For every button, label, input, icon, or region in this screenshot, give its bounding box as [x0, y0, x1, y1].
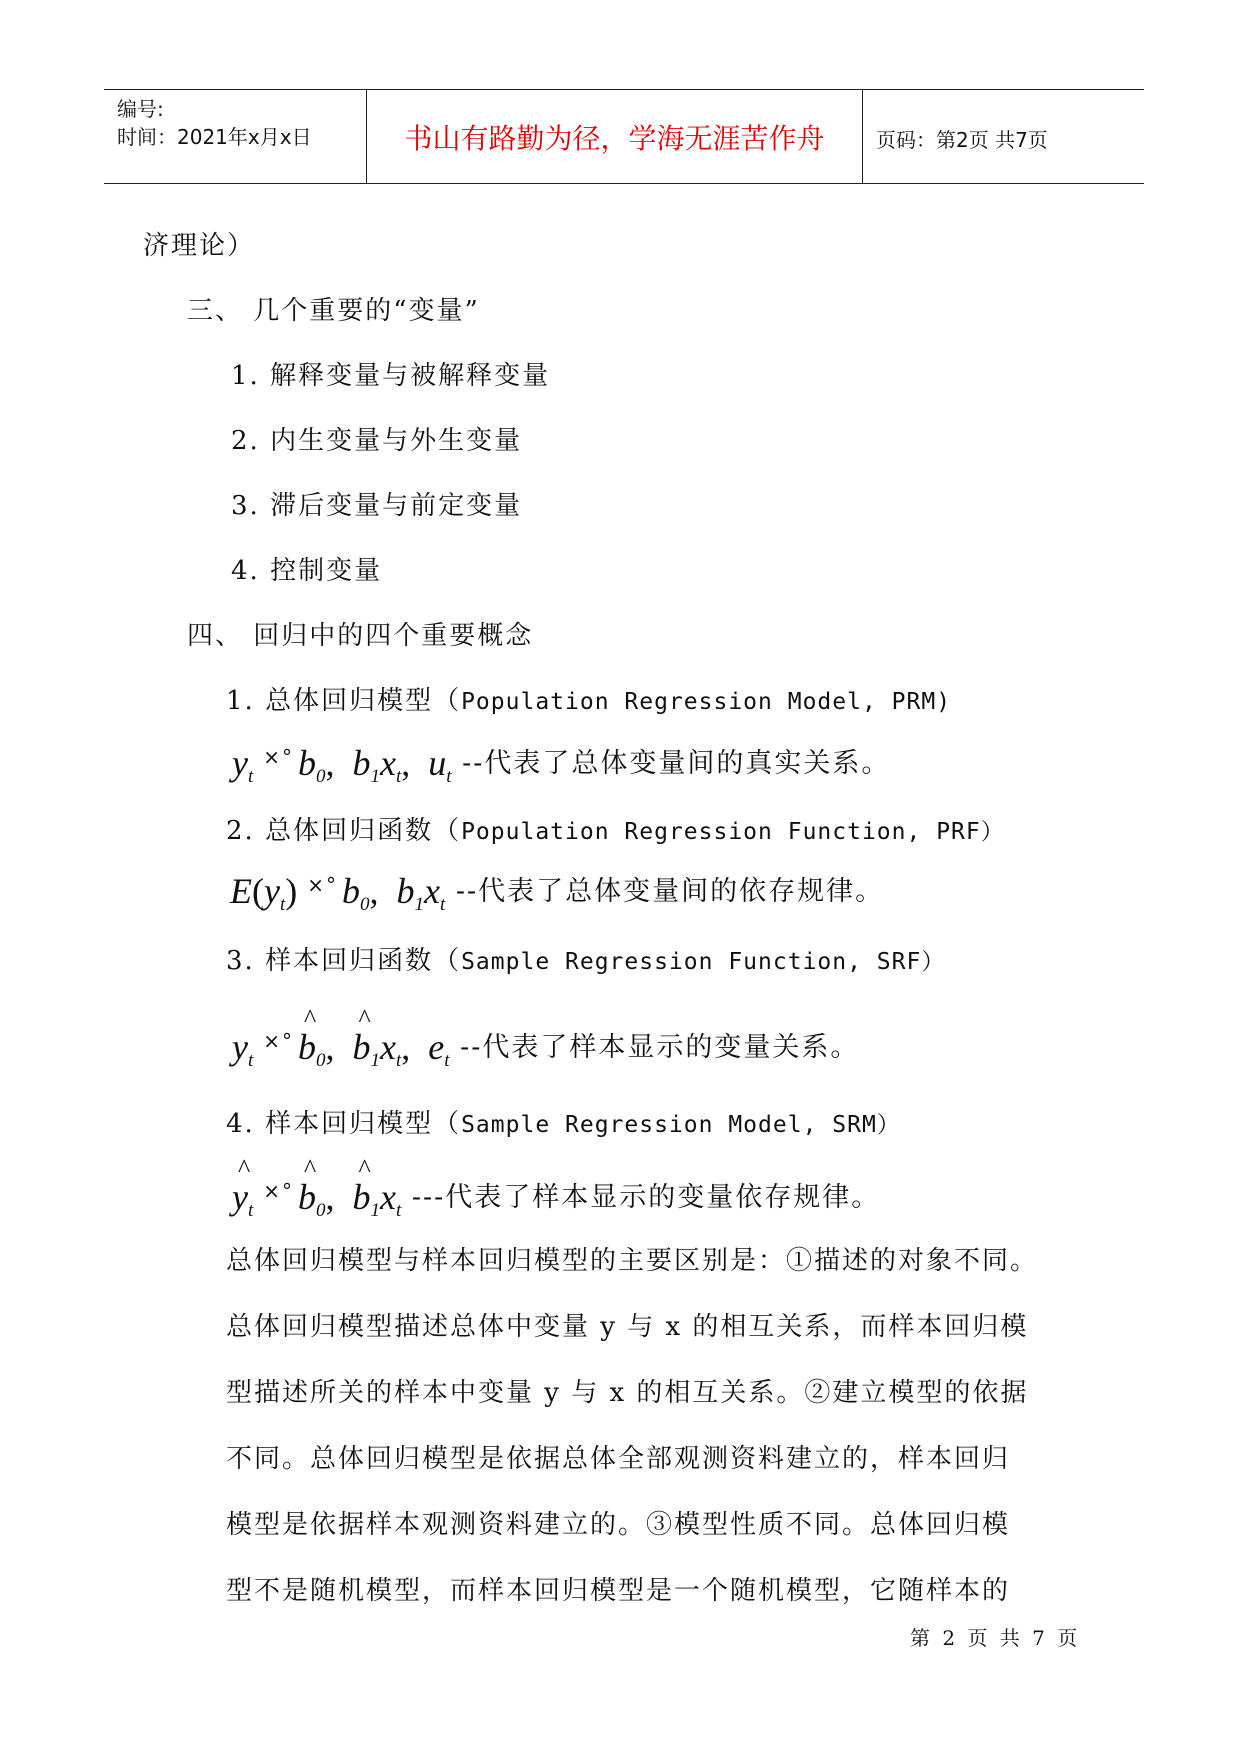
paragraph-line: 不同。总体回归模型是依据总体全部观测资料建立的，样本回归 — [226, 1444, 1011, 1474]
prf-formula: $E(y_t)$ ×° $b_0$, $b_1x_t$ --代表了总体变量间的依存规律。 — [230, 871, 885, 915]
concept-2-title-en: Population Regression Function, PRF） — [461, 819, 1005, 845]
document-time-label: 时间：2021年x月x日 — [117, 125, 312, 149]
concept-4-title-en: Sample Regression Model, SRM） — [461, 1112, 901, 1138]
concept-1-title — [226, 680, 951, 717]
header-page-label: 页码：第2页 共7页 — [876, 128, 1048, 152]
concept-4-title-cn: 4. 样本回归模型（ — [226, 1109, 462, 1139]
document-number-label: 编号: — [117, 97, 164, 121]
srm-formula-desc: ---代表了样本显示的变量依存规律。 — [411, 1182, 881, 1213]
concept-2-title-cn: 2. 总体回归函数（ — [226, 816, 462, 846]
paragraph-line: 型描述所关的样本中变量 y 与 x 的相互关系。②建立模型的依据 — [226, 1378, 1029, 1408]
section-3-heading: 三、 几个重要的“变量” — [187, 296, 480, 326]
concept-3-title-cn: 3. 样本回归函数（ — [226, 946, 462, 976]
header-middle-cell — [367, 90, 863, 183]
concept-2-title — [226, 810, 1005, 847]
header-motto: 书山有路勤为径，学海无涯苦作舟 — [404, 122, 825, 155]
page-footer: 第 2 页 共 7 页 — [910, 1626, 1081, 1650]
srf-formula: $y_t^{\times^\circ}\^{}$ $b_0$, ^ $b_1x_t$, $e_t$ --代表了样本显示的变量关系。 — [232, 1025, 859, 1072]
header-right-cell — [863, 90, 1144, 183]
section-3-item: 1. 解释变量与被解释变量 — [231, 361, 551, 391]
concept-1-title-cn: 1. 总体回归模型（ — [226, 686, 462, 716]
section-4-heading: 四、 回归中的四个重要概念 — [187, 621, 534, 651]
concept-1-title-en: Population Regression Model, PRM) — [461, 689, 952, 715]
prm-formula-desc: --代表了总体变量间的真实关系。 — [462, 748, 891, 779]
page-header — [104, 89, 1144, 184]
section-3-item: 4. 控制变量 — [231, 556, 383, 586]
concept-3-title — [226, 940, 945, 977]
section-3-item: 3. 滞后变量与前定变量 — [231, 491, 523, 521]
prm-formula: $y_t^{\times^\circ}$ $b_0$, $b_1x_t$, $u_t$ --代表了总体变量间的真实关系。 — [232, 743, 891, 787]
concept-3-title-en: Sample Regression Function, SRF） — [461, 949, 946, 975]
paragraph-line: 型不是随机模型，而样本回归模型是一个随机模型，它随样本的 — [226, 1576, 1011, 1606]
section-3-item: 2. 内生变量与外生变量 — [231, 426, 523, 456]
concept-4-title — [226, 1103, 901, 1140]
continued-text-line: 济理论） — [143, 231, 256, 261]
paragraph-line: 模型是依据样本观测资料建立的。③模型性质不同。总体回归模 — [226, 1510, 1011, 1540]
header-left-cell — [104, 90, 367, 183]
paragraph-line: 总体回归模型与样本回归模型的主要区别是：①描述的对象不同。 — [226, 1246, 1039, 1276]
srf-formula-desc: --代表了样本显示的变量关系。 — [460, 1032, 860, 1063]
srm-formula: ^ $y_t^{\times^\circ}\^{}$ $b_0$, ^ $b_1x_t$ ---代表了样本显示的变量依存规律。 — [232, 1175, 880, 1222]
prf-formula-desc: --代表了总体变量间的依存规律。 — [455, 876, 885, 907]
paragraph-line: 总体回归模型描述总体中变量 y 与 x 的相互关系，而样本回归模 — [226, 1312, 1029, 1342]
